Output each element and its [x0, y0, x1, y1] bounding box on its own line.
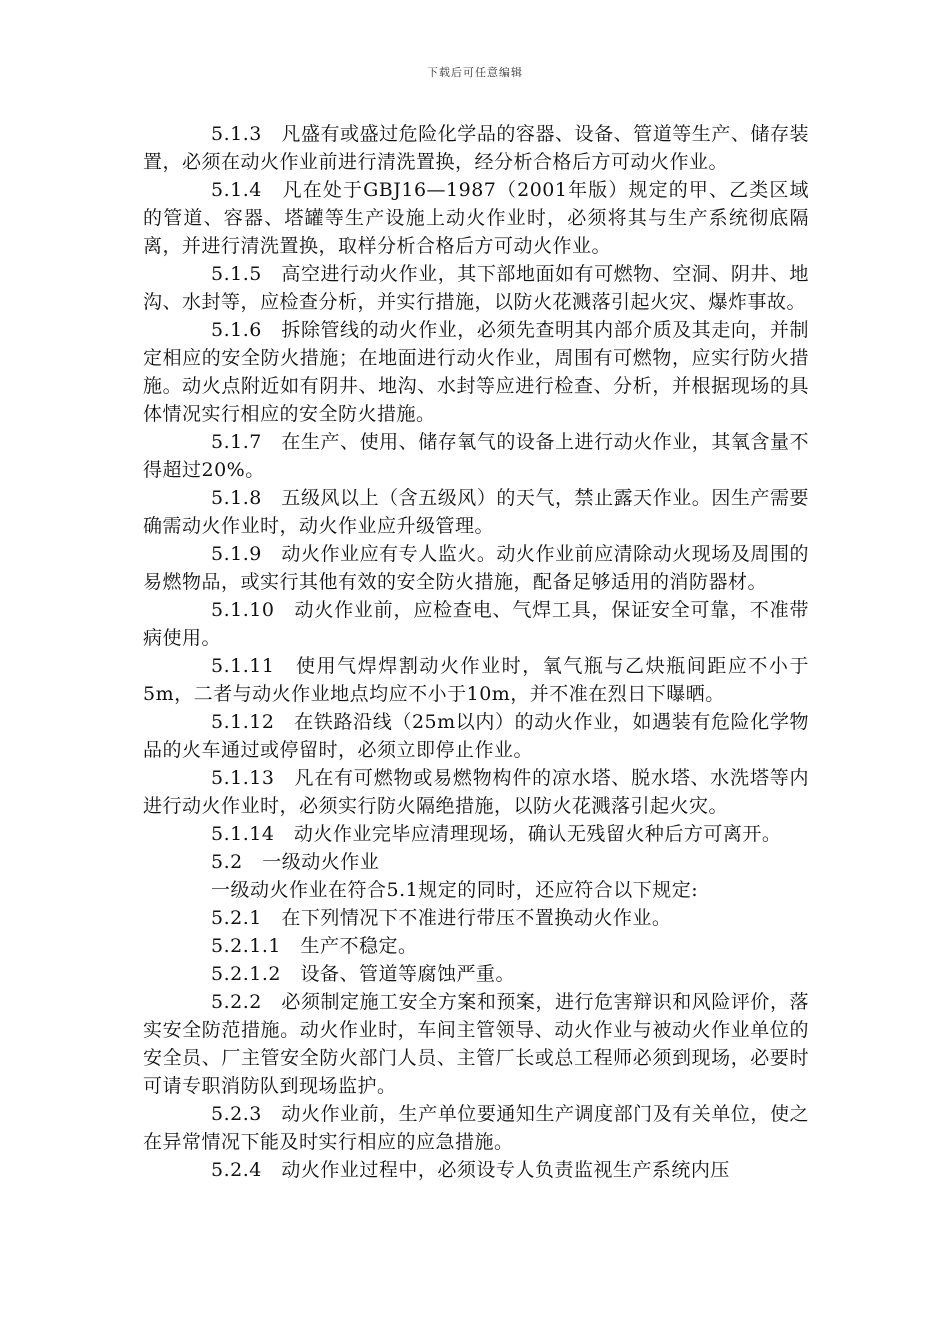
paragraph: 5.1.8 五级风以上（含五级风）的天气，禁止露天作业。因生产需要确需动火作业时，动火作业应升级管理。 — [143, 487, 809, 537]
paragraph: 5.1.14 动火作业完毕应清理现场，确认无残留火种后方可离开。 — [211, 823, 782, 845]
paragraph: 5.2.1 在下列情况下不准进行带压不置换动火作业。 — [211, 907, 672, 929]
paragraph: 5.1.5 高空进行动火作业，其下部地面如有可燃物、空洞、阴井、地沟、水封等，应检查分析，并实行措施，以防火花溅落引起火灾、爆炸事故。 — [143, 263, 809, 313]
paragraph: 5.2.1.1 生产不稳定。 — [211, 935, 418, 957]
paragraph: 5.2.4 动火作业过程中，必须设专人负责监视生产系统内压 — [211, 1159, 730, 1181]
paragraph: 5.2.3 动火作业前，生产单位要通知生产调度部门及有关单位，使之在异常情况下能及时实行相应的应急措施。 — [143, 1103, 809, 1153]
section-heading: 5.2 一级动火作业 — [211, 851, 380, 873]
paragraph: 5.1.7 在生产、使用、储存氧气的设备上进行动火作业，其氧含量不得超过20%。 — [143, 431, 809, 481]
paragraph: 5.1.9 动火作业应有专人监火。动火作业前应清除动火现场及周围的易燃物品，或实行其他有效的安全防火措施，配备足够适用的消防器材。 — [143, 543, 809, 593]
paragraph: 一级动火作业在符合5.1规定的同时，还应符合以下规定: — [211, 879, 699, 901]
paragraph: 5.1.13 凡在有可燃物或易燃物构件的凉水塔、脱水塔、水洗塔等内进行动火作业时，必须实行防火隔绝措施，以防火花溅落引起火灾。 — [143, 767, 809, 817]
header-note: 下载后可任意编辑 — [427, 66, 523, 79]
paragraph: 5.1.6 拆除管线的动火作业，必须先查明其内部介质及其走向，并制定相应的安全防火措施；在地面进行动火作业，周围有可燃物，应实行防火措施。动火点附近如有阴井、地沟、水封等应进行检查、分析，并根据现场的具体情况实行相应的安全防火措施。 — [143, 319, 809, 425]
paragraph: 5.1.11 使用气焊焊割动火作业时，氧气瓶与乙炔瓶间距应不小于5m，二者与动火作业地点均应不小于10m，并不准在烈日下曝晒。 — [143, 655, 809, 705]
paragraph: 5.1.12 在铁路沿线（25m以内）的动火作业，如遇装有危险化学物品的火车通过或停留时，必须立即停止作业。 — [143, 711, 809, 761]
paragraph: 5.1.4 凡在处于GBJ16—1987（2001年版）规定的甲、乙类区域的管道、容器、塔罐等生产设施上动火作业时，必须将其与生产系统彻底隔离，并进行清洗置换，取样分析合格后方可动火作业。 — [143, 179, 809, 257]
paragraph: 5.1.10 动火作业前，应检查电、气焊工具，保证安全可靠，不准带病使用。 — [143, 599, 809, 649]
paragraph: 5.1.3 凡盛有或盛过危险化学品的容器、设备、管道等生产、储存装置，必须在动火作业前进行清洗置换，经分析合格后方可动火作业。 — [143, 123, 809, 173]
paragraph: 5.2.2 必须制定施工安全方案和预案，进行危害辩识和风险评价，落实安全防范措施。动火作业时，车间主管领导、动火作业与被动火作业单位的安全员、厂主管安全防火部门人员、主管厂长或总工程师必须到现场，必要时可请专职消防队到现场监护。 — [143, 991, 809, 1097]
paragraph: 5.2.1.2 设备、管道等腐蚀严重。 — [211, 963, 515, 985]
document-body — [143, 120, 809, 1184]
